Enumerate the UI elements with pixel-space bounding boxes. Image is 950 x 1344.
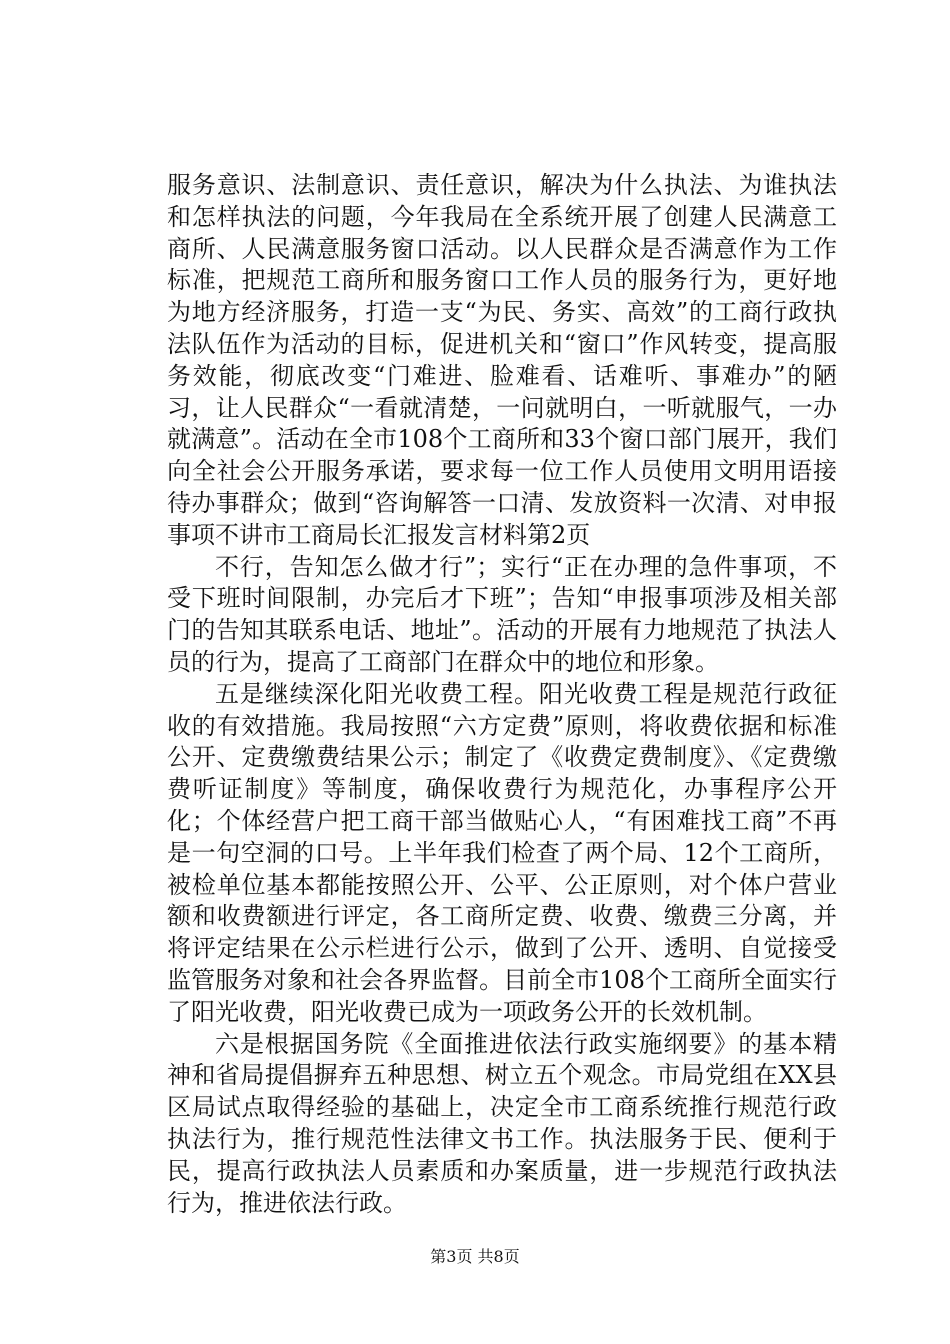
paragraph-4: 六是根据国务院《全面推进依法行政实施纲要》的基本精神和省局提倡摒弃五种思想、树立五个观念。市局党组在XX县区局试点取得经验的基础上，决定全市工商系统推行规范行政执法行为，推行规范性法律文书工作。执法服务于民、便利于民，提高行政执法人员素质和办案质量，进一步规范行政执法行为，推进依法行政。 — [167, 1029, 837, 1217]
paragraph-2: 不行，告知怎么做才行”；实行“正在办理的急件事项，不受下班时间限制，办完后才下班”；告知“申报事项涉及相关部门的告知其联系电话、地址”。活动的开展有力地规范了执法人员的行为，提高了工商部门在群众中的地位和形象。 — [167, 552, 837, 676]
paragraph-1: 服务意识、法制意识、责任意识，解决为什么执法、为谁执法和怎样执法的问题，今年我局在全系统开展了创建人民满意工商所、人民满意服务窗口活动。以人民群众是否满意作为工作标准，把规范工商所和服务窗口工作人员的服务行为，更好地为地方经济服务，打造一支“为民、务实、高效”的工商行政执法队伍作为活动的目标，促进机关和“窗口”作风转变，提高服务效能，彻底改变“门难进、脸难看、话难听、事难办”的陋习，让人民群众“一看就清楚，一问就明白，一听就服气，一办就满意”。活动在全市108个工商所和33个窗口部门展开，我们向全社会公开服务承诺，要求每一位工作人员使用文明用语接待办事群众；做到“咨询解答一口清、发放资料一次清、对申报事项不讲市工商局长汇报发言材料第2页 — [167, 171, 837, 549]
document-body — [167, 170, 837, 1219]
page-footer: 第3页 共8页 — [430, 1247, 520, 1266]
paragraph-3: 五是继续深化阳光收费工程。阳光收费工程是规范行政征收的有效措施。我局按照“六方定费”原则，将收费依据和标准公开、定费缴费结果公示；制定了《收费定费制度》、《定费缴费听证制度》等制度，确保收费行为规范化，办事程序公开化；个体经营户把工商干部当做贴心人，“有困难找工商”不再是一句空洞的口号。上半年我们检查了两个局、12个工商所，被检单位基本都能按照公开、公平、公正原则，对个体户营业额和收费额进行评定，各工商所定费、收费、缴费三分离，并将评定结果在公示栏进行公示，做到了公开、透明、自觉接受监管服务对象和社会各界监督。目前全市108个工商所全面实行了阳光收费，阳光收费已成为一项政务公开的长效机制。 — [167, 679, 837, 1026]
